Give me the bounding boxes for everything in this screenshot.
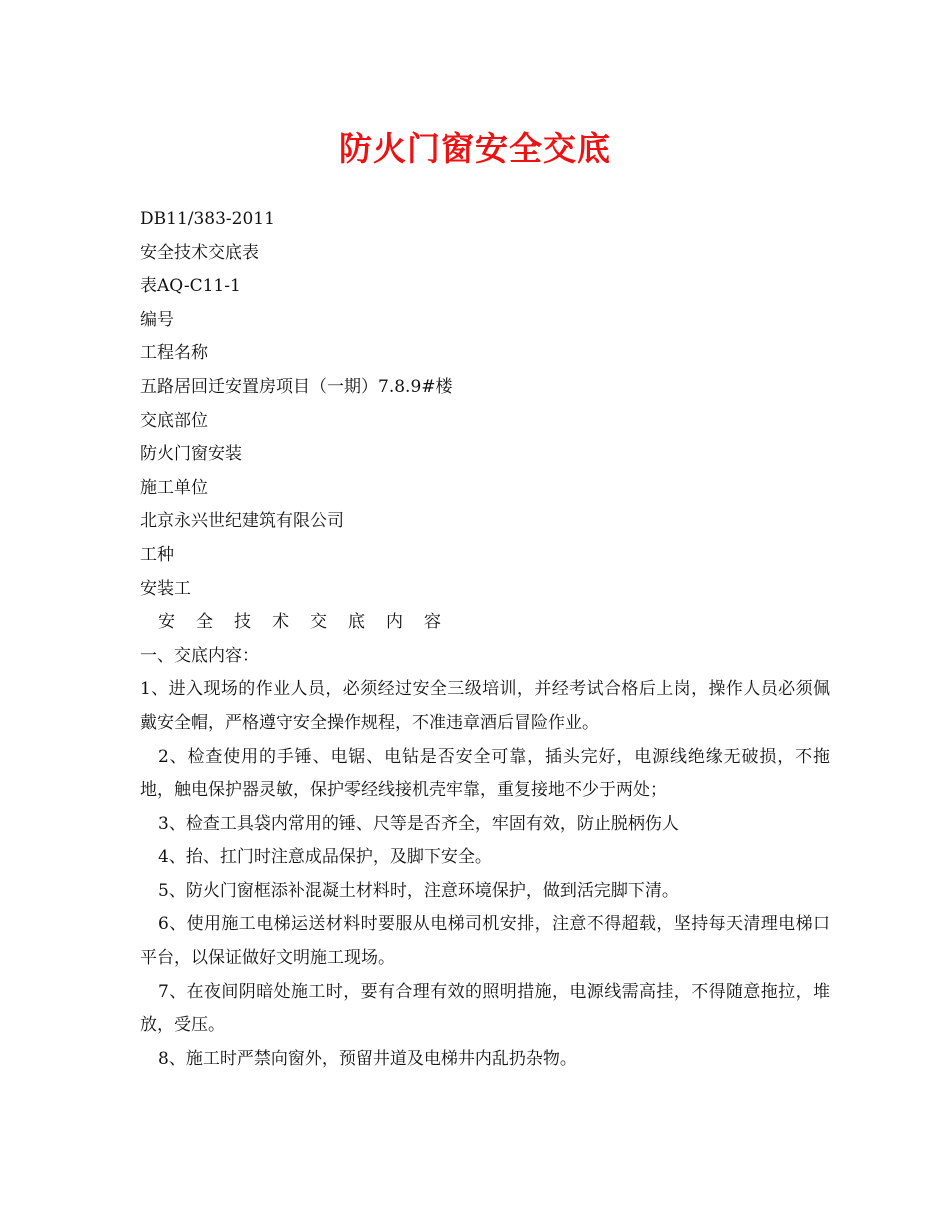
contractor-label: 施工单位 (140, 477, 208, 498)
location-label: 交底部位 (140, 410, 208, 431)
project-name-label: 工程名称 (140, 343, 208, 364)
form-name: 安全技术交底表 (140, 242, 259, 263)
standard-code: DB11/383-2011 (140, 209, 275, 229)
form-number: 表AQ-C11-1 (140, 276, 241, 297)
contractor-value: 北京永兴世纪建筑有限公司 (140, 511, 344, 532)
serial-number-label: 编号 (140, 309, 174, 330)
trade-label: 工种 (140, 544, 174, 565)
list-item: 3、检查工具袋内常用的锤、尺等是否齐全，牢固有效，防止脱柄伤人 (158, 813, 679, 834)
list-item: 4、抬、扛门时注意成品保护，及脚下安全。 (158, 847, 492, 868)
document-title: 防火门窗安全交底 (339, 129, 611, 168)
list-item: 5、防火门窗框添补混凝土材料时，注意环境保护，做到活完脚下清。 (158, 880, 679, 901)
location-value: 防火门窗安装 (140, 444, 242, 465)
project-name-value: 五路居回迁安置房项目（一期）7.8.9#楼 (140, 376, 453, 397)
list-item: 2、检查使用的手锤、电锯、电钻是否安全可靠，插头完好，电源线绝缘无破损，不拖地，触电保护器灵敏，保护零经线接机壳牢靠，重复接地不少于两处； (140, 746, 830, 801)
list-item: 6、使用施工电梯运送材料时要服从电梯司机安排，注意不得超载，坚持每天清理电梯口平台，以保证做好文明施工现场。 (140, 914, 830, 969)
list-item: 7、在夜间阴暗处施工时，要有合理有效的照明措施，电源线需高挂，不得随意拖拉，堆放，受压。 (140, 981, 830, 1036)
document-body (140, 203, 830, 1076)
section-heading: 安全技术交底内容 (158, 612, 462, 633)
list-item: 8、施工时严禁向窗外，预留井道及电梯井内乱扔杂物。 (158, 1048, 577, 1069)
list-item: 1、进入现场的作业人员，必须经过安全三级培训，并经考试合格后上岗，操作人员必须佩戴安全帽，严格遵守安全操作规程，不准违章酒后冒险作业。 (140, 679, 830, 733)
trade-value: 安装工 (140, 578, 191, 599)
content-intro: 一、交底内容： (140, 645, 259, 666)
